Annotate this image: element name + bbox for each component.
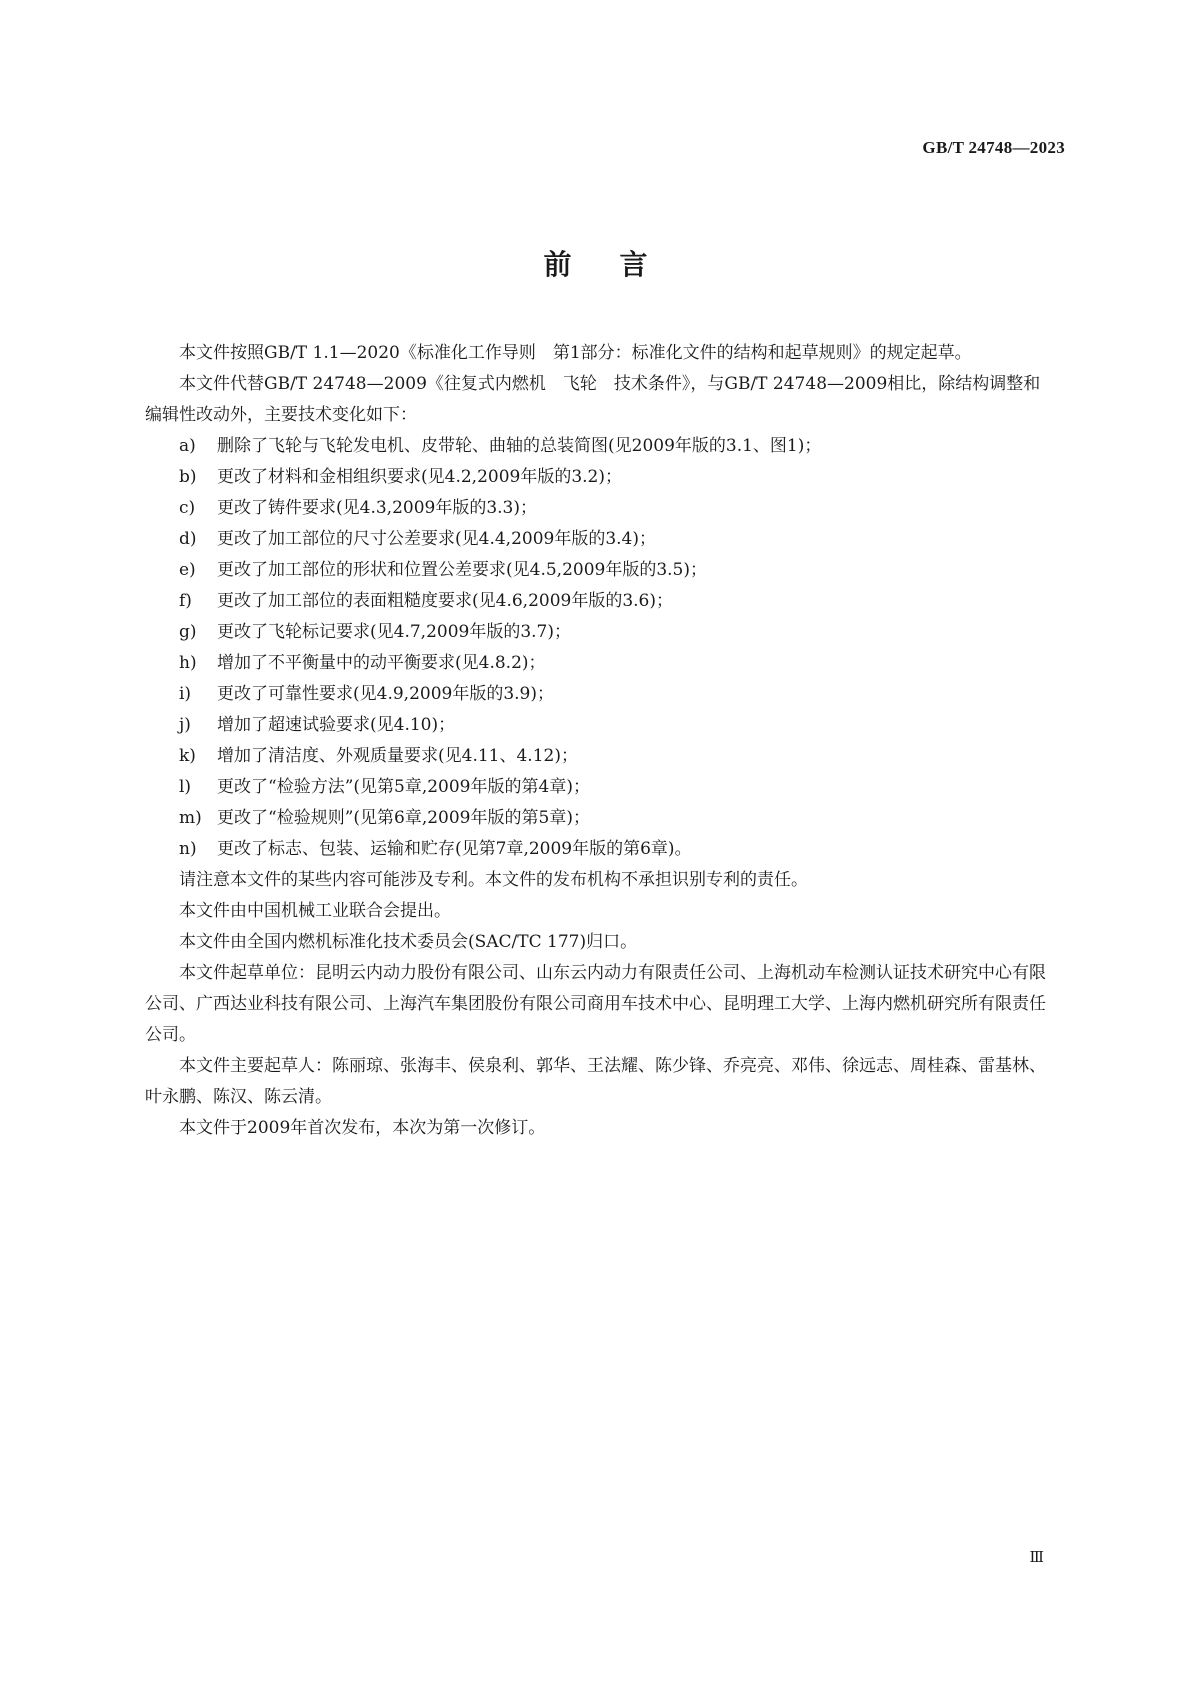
standard-code: GB/T 24748—2023 <box>922 138 1065 157</box>
paragraph-patent-notice: 请注意本文件的某些内容可能涉及专利。本文件的发布机构不承担识别专利的责任。 <box>179 870 808 890</box>
list-item-text: 删除了飞轮与飞轮发电机、皮带轮、曲轴的总装简图(见2009年版的3.1、图1)； <box>217 436 822 456</box>
paragraph-drafters: 本文件主要起草人：陈丽琼、张海丰、侯泉利、郭华、王法耀、陈少锋、乔亮亮、邓伟、徐远志、周桂森、雷基林、叶永鹏、陈汉、陈云清。 <box>145 1056 1046 1107</box>
list-item-label: j) <box>179 715 191 735</box>
list-item-label: m) <box>179 808 202 828</box>
list-item-text: 更改了加工部位的尺寸公差要求(见4.4,2009年版的3.4)； <box>217 529 657 549</box>
title-char-2: 言 <box>619 248 648 281</box>
list-item <box>145 679 1055 710</box>
list-item-label: b) <box>179 467 197 487</box>
changes-list <box>145 431 1055 865</box>
list-item-text: 更改了“检验方法”(见第5章,2009年版的第4章)； <box>217 777 590 797</box>
page-number: Ⅲ <box>1029 1550 1044 1566</box>
list-item <box>145 524 1055 555</box>
list-item-label: h) <box>179 653 197 673</box>
list-item-label: g) <box>179 622 197 642</box>
list-item-text: 更改了可靠性要求(见4.9,2009年版的3.9)； <box>217 684 555 704</box>
list-item-text: 更改了加工部位的表面粗糙度要求(见4.6,2009年版的3.6)； <box>217 591 674 611</box>
list-item <box>145 648 1055 679</box>
list-item <box>145 462 1055 493</box>
foreword-body <box>145 338 1055 1144</box>
paragraph-drafting-rules: 本文件按照GB/T 1.1—2020《标准化工作导则 第1部分：标准化文件的结构和起草规则》的规定起草。 <box>179 343 972 363</box>
list-item <box>145 617 1055 648</box>
list-item-text: 增加了超速试验要求(见4.10)； <box>217 715 456 735</box>
list-item-label: c) <box>179 498 196 518</box>
list-item-label: a) <box>179 436 196 456</box>
list-item <box>145 431 1055 462</box>
paragraph-replacement: 本文件代替GB/T 24748—2009《往复式内燃机 飞轮 技术条件》，与GB/T 24748—2009相比，除结构调整和编辑性改动外，主要技术变化如下： <box>145 374 1041 425</box>
paragraph-history: 本文件于2009年首次发布，本次为第一次修订。 <box>179 1118 546 1138</box>
list-item-text: 更改了材料和金相组织要求(见4.2,2009年版的3.2)； <box>217 467 623 487</box>
list-item <box>145 710 1055 741</box>
list-item-text: 更改了“检验规则”(见第6章,2009年版的第5章)； <box>217 808 590 828</box>
page-title <box>0 243 1191 283</box>
list-item <box>145 834 1055 865</box>
list-item-label: i) <box>179 684 192 704</box>
list-item-text: 增加了不平衡量中的动平衡要求(见4.8.2)； <box>217 653 546 673</box>
list-item-label: k) <box>179 746 196 766</box>
list-item <box>145 772 1055 803</box>
list-item-text: 更改了标志、包装、运输和贮存(见第7章,2009年版的第6章)。 <box>217 839 692 859</box>
list-item-label: d) <box>179 529 197 549</box>
title-char-1: 前 <box>543 248 572 281</box>
paragraph-drafting-units: 本文件起草单位：昆明云内动力股份有限公司、山东云内动力有限责任公司、上海机动车检测认证技术研究中心有限公司、广西达业科技有限公司、上海汽车集团股份有限公司商用车技术中心、昆明理工大学、上海内燃机研究所有限责任公司。 <box>145 963 1046 1045</box>
list-item-label: n) <box>179 839 197 859</box>
paragraph-proposer: 本文件由中国机械工业联合会提出。 <box>179 901 451 921</box>
list-item-text: 更改了飞轮标记要求(见4.7,2009年版的3.7)； <box>217 622 572 642</box>
list-item <box>145 555 1055 586</box>
list-item <box>145 803 1055 834</box>
list-item-text: 增加了清洁度、外观质量要求(见4.11、4.12)； <box>217 746 578 766</box>
list-item-text: 更改了加工部位的形状和位置公差要求(见4.5,2009年版的3.5)； <box>217 560 708 580</box>
list-item-label: l) <box>179 777 192 797</box>
list-item <box>145 586 1055 617</box>
list-item-label: e) <box>179 560 196 580</box>
list-item <box>145 493 1055 524</box>
list-item <box>145 741 1055 772</box>
list-item-text: 更改了铸件要求(见4.3,2009年版的3.3)； <box>217 498 538 518</box>
paragraph-committee: 本文件由全国内燃机标准化技术委员会(SAC/TC 177)归口。 <box>179 932 638 952</box>
list-item-label: f) <box>179 591 192 611</box>
